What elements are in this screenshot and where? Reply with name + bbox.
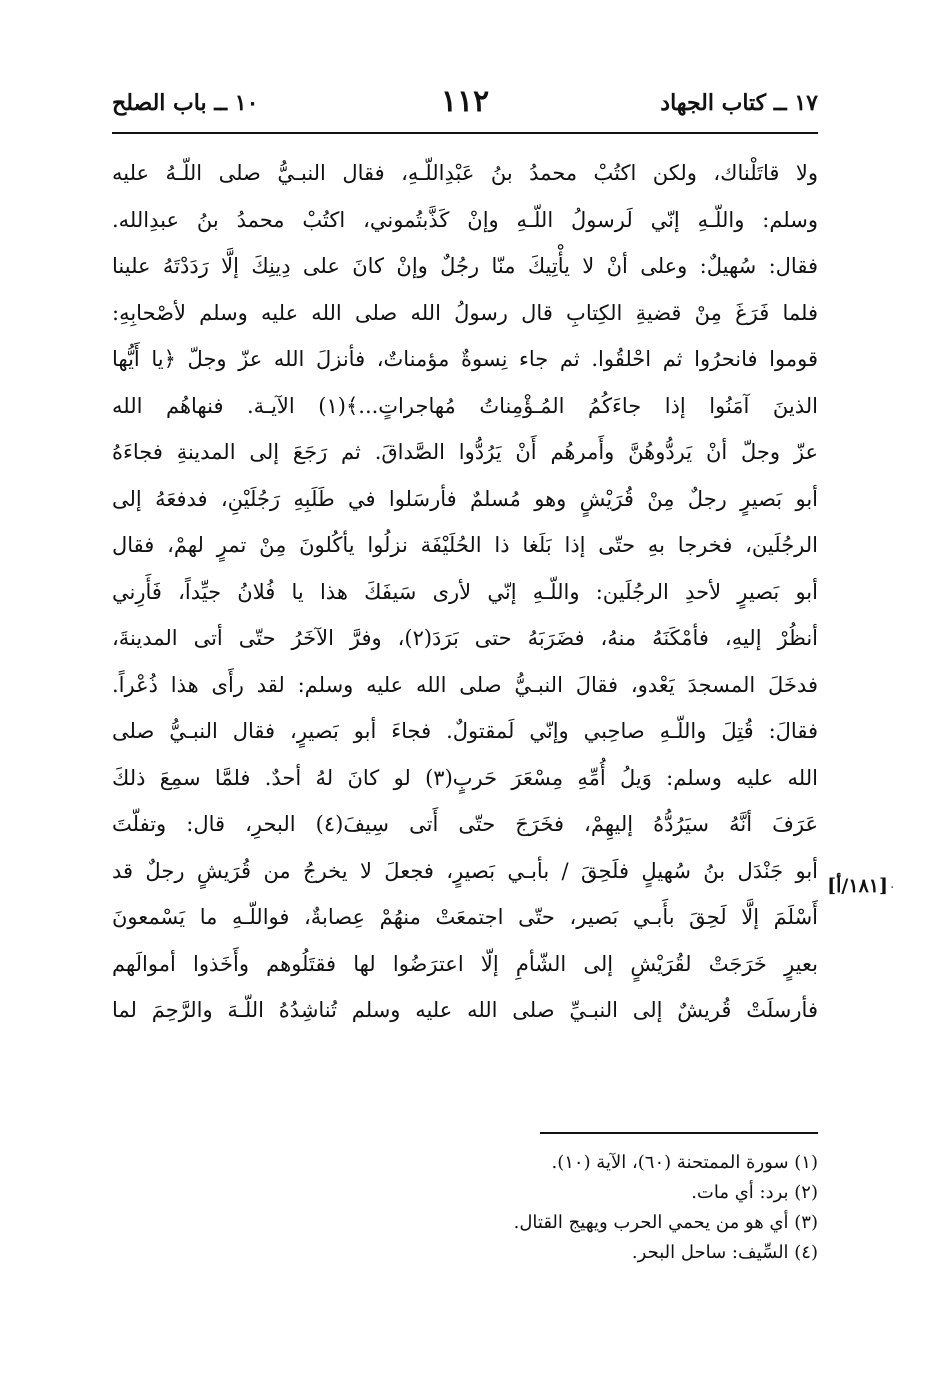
running-header (112, 84, 818, 128)
margin-dot: · (890, 880, 895, 896)
text-line: عَرَفَ أنَّهُ سيَرُدُّهُ إليهِمْ، فخَرَجَ حتّى أَتى سِيفَ(٤) البحرِ، قال: وتفلّتَ (112, 812, 818, 836)
text-line: أبو بَصيرٍ لأحدِ الرجُلَين: واللّـهِ إنّي لأرى سَيفَكَ هذا يا فُلانُ جيِّداً، فَأَرِني (112, 579, 818, 604)
text-line: أَسْلَمَ إلَّا لَحِقَ بأَبـي بَصير، حتّى اجتمعَتْ منهُمْ عِصابةٌ، فواللّـهِ ما يَسْمعونَ (112, 905, 818, 929)
text-line: قوموا فانحرُوا ثم احْلقُوا. ثم جاء نِسوةٌ مؤمناتٌ، فأنزلَ الله عزّ وجلّ ﴿يا أَيُّها (112, 347, 818, 371)
page-number: ١١٢ (440, 84, 490, 119)
text-line: الرجُلَين، فخرجا بهِ حتّى إذا بَلَغا ذا الحُلَيْفَة نزلُوا يأكُلونَ مِنْ تمرٍ لهمْ، فقال (112, 533, 818, 557)
header-rule (112, 132, 818, 134)
text-line: وسلم: واللّـهِ إنّي لَرسولُ اللّـهِ وإنْ كَذَّبتُموني، اكتُبْ محمدُ بنُ عبدِالله. (112, 207, 818, 232)
text-line: الله عليه وسلم: وَيلُ أُمِّهِ مِسْعَرَ حَربٍ(٣) لو كانَ لهُ أحدٌ. فلمَّا سمِعَ ذلكَ (112, 765, 818, 790)
text-line: أبو جَنْدَل بنُ سُهيلٍ فلَحِقَ / بأبـي بَصيرٍ، فجعلَ لا يخرجُ من قُرَيشٍ رجلٌ قد (112, 858, 818, 883)
manuscript-folio-marker: [١٨١/أ] (827, 875, 888, 897)
footnotes (112, 1148, 818, 1268)
text-line: أنظُرْ إليهِ، فأمْكَنَهُ منهُ، فضَرَبَهُ حتى بَرَدَ(٢)، وفرَّ الآخَرُ حتّى أتى المدينةَ، (112, 626, 818, 650)
section-title: ١٠ ــ باب الصلح (112, 90, 259, 116)
text-line: أبو بَصيرٍ رجلٌ مِنْ قُرَيْشٍ وهو مُسلمٌ فأرسَلوا في طَلَبِهِ رَجُلَيْنِ، فدفعَهُ إلى (112, 486, 818, 511)
footnote-rule (540, 1132, 818, 1134)
text-line: فقال: سُهيلٌ: وعلى أنْ لا يأْتِيكَ منّا رجُلٌ وإنْ كانَ على دِينِكَ إلَّا رَدَدْتَهُ علينا (112, 254, 818, 278)
footnote: (١) سورة الممتحنة (٦٠)، الآية (١٠). (551, 1152, 818, 1173)
text-line: بعيرٍ خَرَجَتْ لقُرَيْشٍ إلى الشّأمِ إلّا اعترَضُوا لها فقتَلُوهم وأَخَذوا أموالَهم (112, 951, 818, 976)
text-line: ولا قاتَلْناك، ولكن اكتُبْ محمدُ بنُ عَبْدِاللّـهِ، فقال النبـيُّ صلى اللّـهُ عليه (112, 161, 818, 185)
footnote: (٣) أي هو من يحمي الحرب ويهيج القتال. (513, 1212, 818, 1233)
footnote: (٢) برد: أي مات. (691, 1182, 818, 1203)
text-line: عزّ وجلّ أنْ يَردُّوهُنَّ وأَمرهُم أَنْ يَرُدُّوا الصَّداقَ. ثم رَجَعَ إلى المدينةِ فجاءَهُ (112, 440, 818, 464)
text-line: فلما فَرَغَ مِنْ قضيةِ الكِتابِ قال رسولُ الله صلى الله عليه وسلم لأصْحابِهِ: (112, 300, 818, 325)
text-line: الذينَ آمَنُوا إذا جاءَكُمُ المُـؤْمِناتُ مُهاجراتٍ...﴾(١) الآيـة. فنهاهُم الله (112, 393, 818, 418)
text-line: فأرسلَتْ قُريشٌ إلى النبـيِّ صلى الله عليه وسلم تُناشِدُهُ اللّـهَ والرَّحِمَ لما (112, 998, 818, 1022)
text-line: فدخَلَ المسجدَ يَعْدو، فقالَ النبـيُّ صلى الله عليه وسلم: لقد رأَى هذا ذُعْراً. (112, 672, 818, 697)
main-text (112, 150, 818, 1034)
footnote: (٤) السِّيف: ساحل البحر. (631, 1242, 818, 1263)
text-line: فقالَ: قُتِلَ واللّـهِ صاحِبي وإنّي لَمقتولٌ. فجاءَ أبو بَصيرٍ، فقال النبـيُّ صلى (112, 719, 818, 743)
chapter-title: ١٧ ــ كتاب الجهاد (660, 90, 818, 116)
